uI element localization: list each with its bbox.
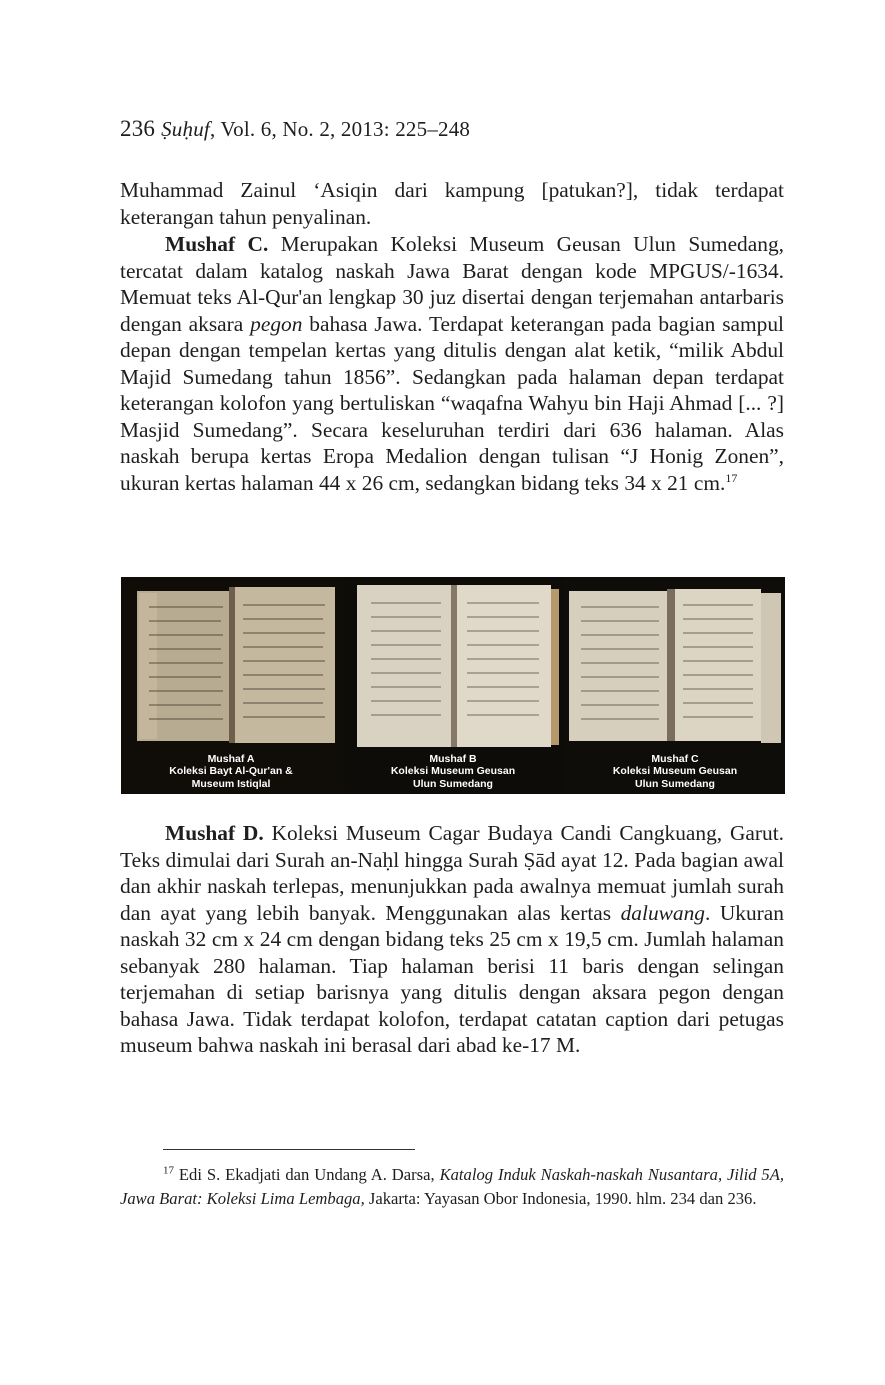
figure-caption-b	[343, 753, 563, 791]
journal-title: Ṣuḥuf	[161, 117, 210, 141]
caption-line: Ulun Sumedang	[635, 777, 715, 790]
caption-line: Koleksi Bayt Al-Qur'an &	[169, 765, 293, 777]
footnote-authors: Edi S. Ekadjati dan Undang A. Darsa,	[174, 1165, 440, 1184]
paragraph-lead: Mushaf C.	[165, 232, 269, 256]
figure-caption-a	[121, 753, 341, 791]
footnote-divider	[163, 1149, 415, 1150]
caption-line: Mushaf A	[207, 752, 255, 765]
figure-panel-mushaf-c	[565, 577, 785, 794]
footnote-number: 17	[163, 1164, 174, 1177]
running-header	[120, 116, 470, 142]
footnote	[120, 1163, 784, 1210]
caption-line: Mushaf B	[429, 752, 477, 765]
paragraph-mushaf-c	[120, 231, 784, 496]
italic-term: daluwang	[620, 900, 705, 925]
paragraph-mushaf-d	[120, 820, 784, 1059]
volume-info: , Vol. 6, No. 2, 2013: 225–248	[209, 117, 471, 141]
paragraph-text-a: Koleksi Museum Cagar Budaya Candi Cangkuang, Garut. Teks dimulai dari Surah an-Naḥl hingga Surah Ṣād ayat 12. Pada bagian awal dan akhir naskah terlepas, menunjukkan pada awalnya memuat jumlah surah dan ayat yang lebih banyak. Menggunakan alas kertas	[120, 821, 784, 925]
paragraph-text-a: Merupakan Koleksi Museum Geusan Ulun Sumedang, tercatat dalam katalog naskah Jawa Barat dengan kode MPGUS/-1634. Memuat teks Al-Qur'an lengkap 30 juz disertai dengan terjemahan antarbaris dengan aksara	[120, 232, 784, 336]
page-number: 236	[120, 116, 156, 141]
paragraph-lead: Mushaf D.	[165, 821, 264, 845]
caption-line: Museum Istiqlal	[191, 777, 271, 790]
figure-panel-mushaf-a	[121, 577, 341, 794]
paragraph-text-b: . Ukuran naskah 32 cm x 24 cm dengan bidang teks 25 cm x 19,5 cm. Jumlah halaman sebanyak 280 halaman. Tiap halaman berisi 11 baris dengan selingan terjemahan di setiap barisnya yang ditulis dengan aksara pegon dengan bahasa Jawa. Tidak terdapat kolofon, terdapat catatan caption dari petugas museum bahwa naskah ini berasal dari abad ke-17 M.	[120, 900, 784, 1057]
caption-line: Koleksi Museum Geusan	[390, 765, 516, 777]
caption-line: Koleksi Museum Geusan	[612, 765, 738, 777]
paragraph-text-b: bahasa Jawa. Terdapat keterangan pada bagian sampul depan dengan tempelan kertas yang ditulis dengan alat ketik, “milik Abdul Majid Sumedang tahun 1856”. Sedangkan pada halaman depan terdapat keterangan kolofon yang bertuliskan “waqafna Wahyu bin Haji Ahmad [... ?] Masjid Sumedang”. Secara keseluruhan terdiri dari 636 halaman. Alas naskah berupa kertas Eropa Medalion dengan tulisan “J Honig Zonen”, ukuran kertas halaman 44 x 26 cm, sedangkan bidang teks 34 x 21 cm.	[120, 311, 784, 495]
manuscript-figure	[121, 577, 785, 794]
figure-caption-c	[565, 753, 785, 791]
footnote-publication: Jakarta: Yayasan Obor Indonesia, 1990. hlm. 234 dan 236.	[364, 1188, 757, 1208]
footnote-title: Katalog Induk Naskah-naskah Nusantara, Jilid 5A, Jawa Barat: Koleksi Lima Lembaga,	[120, 1165, 784, 1208]
paragraph-text: Muhammad Zainul ‘Asiqin dari kampung [patukan?], tidak terdapat keterangan tahun penyalinan.	[120, 178, 784, 229]
caption-line: Ulun Sumedang	[413, 777, 493, 790]
paragraph-mushaf-b-continued	[120, 177, 784, 230]
italic-term: pegon	[250, 311, 303, 336]
footnote-reference: 17	[725, 470, 738, 485]
figure-panel-mushaf-b	[343, 577, 563, 794]
caption-line: Mushaf C	[651, 752, 699, 765]
